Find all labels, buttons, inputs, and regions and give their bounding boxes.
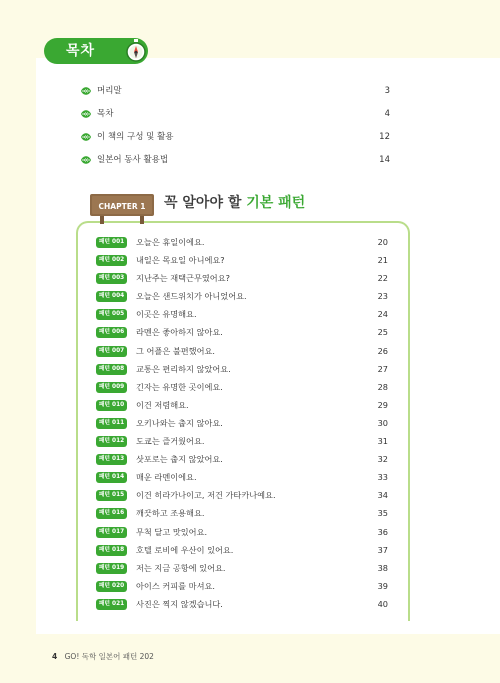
pattern-label: 라멘은 좋아하지 않아요. <box>136 327 223 338</box>
pattern-badge: 패턴 007 <box>96 346 127 357</box>
page-title: 목차 <box>66 43 96 59</box>
pattern-page: 30 <box>377 417 388 428</box>
pattern-page: 34 <box>377 490 388 501</box>
pattern-badge: 패턴 017 <box>96 527 127 538</box>
pattern-label: 깨끗하고 조용해요. <box>136 508 205 519</box>
toc-item-page: 14 <box>379 155 390 165</box>
pattern-page: 27 <box>377 363 388 374</box>
pattern-badge: 패턴 005 <box>96 309 127 320</box>
leaf-icon <box>80 109 92 119</box>
footer-book-title: GO! 독학 일본어 패턴 202 <box>64 652 154 661</box>
pattern-item[interactable] <box>96 507 388 525</box>
pattern-badge: 패턴 010 <box>96 400 127 411</box>
pattern-page: 22 <box>377 273 388 284</box>
pattern-page: 21 <box>377 255 388 266</box>
leaf-icon <box>80 86 92 96</box>
pattern-label: 교통은 편리하지 않았어요. <box>136 363 231 374</box>
pattern-label: 긴자는 유명한 곳이에요. <box>136 381 223 392</box>
pattern-badge: 패턴 013 <box>96 454 127 465</box>
pattern-label: 사진은 찍지 않겠습니다. <box>136 598 223 609</box>
toc-item-label: 머리말 <box>97 86 122 96</box>
pattern-page: 26 <box>377 345 388 356</box>
pattern-label: 이건 저렴해요. <box>136 399 189 410</box>
toc-item-page: 3 <box>384 86 390 96</box>
pattern-page: 31 <box>377 436 388 447</box>
pattern-item[interactable] <box>96 598 388 616</box>
pattern-label: 오늘은 휴일이에요. <box>136 237 205 247</box>
compass-icon <box>124 38 148 64</box>
pattern-item[interactable] <box>96 290 388 308</box>
pattern-page: 28 <box>377 381 388 392</box>
pattern-page: 33 <box>377 472 388 483</box>
footer <box>52 651 154 663</box>
pattern-item[interactable] <box>96 399 388 417</box>
pattern-label: 호텔 로비에 우산이 있어요. <box>136 544 234 555</box>
footer-page-number: 4 <box>52 652 58 661</box>
pattern-page: 36 <box>377 526 388 537</box>
pattern-item[interactable] <box>96 471 388 489</box>
pattern-item[interactable] <box>96 254 388 272</box>
pattern-label: 오늘은 샌드위치가 아니었어요. <box>136 291 247 302</box>
pattern-item[interactable] <box>96 453 388 471</box>
pattern-item[interactable] <box>96 580 388 598</box>
pattern-badge: 패턴 008 <box>96 364 127 375</box>
pattern-page: 37 <box>377 544 388 555</box>
toc-item[interactable] <box>80 153 390 176</box>
pattern-badge: 패턴 001 <box>96 237 127 248</box>
pattern-badge: 패턴 018 <box>96 545 127 556</box>
pattern-item[interactable] <box>96 417 388 435</box>
pattern-page: 20 <box>377 237 388 247</box>
pattern-badge: 패턴 006 <box>96 327 127 338</box>
pattern-badge: 패턴 021 <box>96 599 127 610</box>
toc-item[interactable] <box>80 107 390 130</box>
pattern-label: 지난주는 재택근무였어요? <box>136 273 230 284</box>
pattern-page: 29 <box>377 399 388 410</box>
pattern-badge: 패턴 009 <box>96 382 127 393</box>
leaf-icon <box>80 132 92 142</box>
toc-item-label: 일본어 동사 활용법 <box>97 155 169 165</box>
pattern-label: 매운 라멘이에요. <box>136 472 197 483</box>
toc-item-page: 12 <box>379 132 390 142</box>
chapter-title <box>164 192 305 214</box>
pattern-item[interactable] <box>96 345 388 363</box>
chapter-sign-label: CHAPTER 1 <box>98 202 146 211</box>
pattern-list <box>96 236 388 616</box>
pattern-page: 39 <box>377 580 388 591</box>
pattern-label: 이곳은 유명해요. <box>136 309 197 320</box>
pattern-item[interactable] <box>96 308 388 326</box>
pattern-item[interactable] <box>96 363 388 381</box>
pattern-badge: 패턴 014 <box>96 472 127 483</box>
leaf-icon <box>80 155 92 165</box>
pattern-page: 35 <box>377 508 388 519</box>
pattern-badge: 패턴 015 <box>96 490 127 501</box>
toc-item-page: 4 <box>384 109 390 119</box>
pattern-page: 32 <box>377 454 388 465</box>
pattern-label: 아이스 커피를 마셔요. <box>136 580 215 591</box>
pattern-badge: 패턴 003 <box>96 273 127 284</box>
pattern-page: 38 <box>377 562 388 573</box>
pattern-item[interactable] <box>96 489 388 507</box>
pattern-label: 삿포로는 춥지 않았어요. <box>136 454 223 465</box>
pattern-label: 그 어플은 불편했어요. <box>136 345 215 356</box>
chapter-title-part2: 기본 패턴 <box>246 195 306 211</box>
pattern-item[interactable] <box>96 381 388 399</box>
pattern-item[interactable] <box>96 544 388 562</box>
pattern-badge: 패턴 012 <box>96 436 127 447</box>
pattern-item[interactable] <box>96 562 388 580</box>
pattern-badge: 패턴 020 <box>96 581 127 592</box>
pattern-item[interactable] <box>96 326 388 344</box>
pattern-label: 내일은 목요일 아니에요? <box>136 255 225 266</box>
pattern-page: 23 <box>377 291 388 302</box>
toc-item[interactable] <box>80 84 390 107</box>
pattern-badge: 패턴 019 <box>96 563 127 574</box>
pattern-page: 25 <box>377 327 388 338</box>
pattern-label: 저는 지금 공항에 있어요. <box>136 562 226 573</box>
toc-item-label: 이 책의 구성 및 활용 <box>97 132 174 142</box>
pattern-label: 무척 달고 맛있어요. <box>136 526 208 537</box>
pattern-badge: 패턴 002 <box>96 255 127 266</box>
pattern-item[interactable] <box>96 272 388 290</box>
chapter-title-part1: 꼭 알아야 할 <box>164 195 242 211</box>
pattern-item[interactable] <box>96 236 388 254</box>
pattern-label: 오키나와는 춥지 않아요. <box>136 417 223 428</box>
pattern-label: 이건 히라가나이고, 저건 가타카나예요. <box>136 490 276 501</box>
intro-list <box>80 84 390 176</box>
pattern-badge: 패턴 004 <box>96 291 127 302</box>
pattern-badge: 패턴 016 <box>96 508 127 519</box>
pattern-label: 도쿄는 즐거웠어요. <box>136 436 205 447</box>
toc-item-label: 목차 <box>97 109 114 119</box>
pattern-item[interactable] <box>96 526 388 544</box>
pattern-page: 24 <box>377 309 388 320</box>
pattern-badge: 패턴 011 <box>96 418 127 429</box>
toc-item[interactable] <box>80 130 390 153</box>
pattern-page: 40 <box>377 598 388 609</box>
pattern-item[interactable] <box>96 435 388 453</box>
